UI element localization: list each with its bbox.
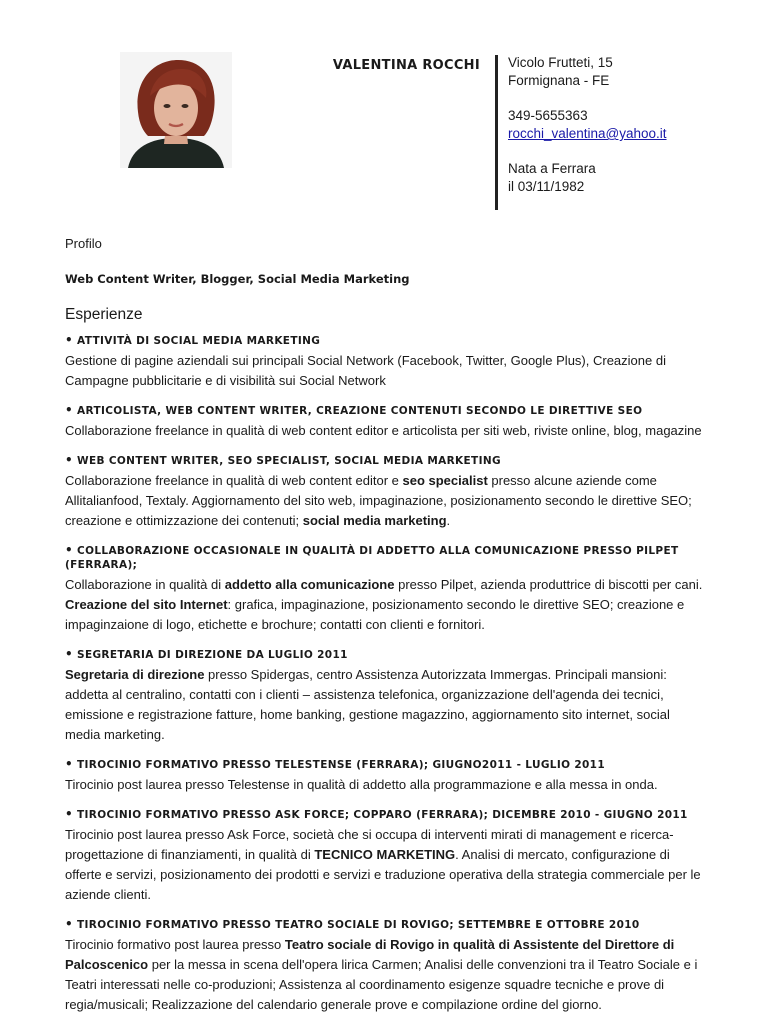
candidate-name: VALENTINA ROCCHI	[332, 58, 480, 73]
address-street: Vicolo Frutteti, 15	[508, 55, 613, 70]
experience-entry	[65, 453, 705, 531]
experience-heading: Esperienze	[65, 306, 143, 323]
profile-heading: Profilo	[65, 236, 102, 251]
entry-description: Tirocinio post laurea presso Ask Force, società che si occupa di interventi mirati di management e ricerca-progettazione di finanziamenti, in qualità di TECNICO MARKETING. Analisi di mercato, configurazione di offerte e servizi, posizionamento dei prodotti e servizi e traduzione operativa della strategia commerciale per le aziende clienti.	[65, 827, 701, 902]
entry-title: • TIROCINIO FORMATIVO PRESSO ASK FORCE; COPPARO (FERRARA); DICEMBRE 2010 - GIUGNO 2011	[65, 807, 688, 821]
experience-entry	[65, 917, 705, 1015]
email-link[interactable]: rocchi_valentina@yahoo.it	[508, 126, 667, 141]
header-divider	[495, 55, 498, 210]
profile-summary: Web Content Writer, Blogger, Social Media Marketing	[65, 272, 410, 286]
entry-title: • TIROCINIO FORMATIVO PRESSO TELESTENSE (FERRARA); GIUGNO2011 - LUGLIO 2011	[65, 757, 605, 771]
bullet-icon: •	[65, 403, 74, 417]
entry-title: • TIROCINIO FORMATIVO PRESSO TEATRO SOCIALE DI ROVIGO; SETTEMBRE E OTTOBRE 2010	[65, 917, 640, 931]
experience-entry	[65, 647, 705, 745]
bullet-icon: •	[65, 543, 74, 557]
entry-title: • ARTICOLISTA, WEB CONTENT WRITER, CREAZIONE CONTENUTI SECONDO LE DIRETTIVE SEO	[65, 403, 643, 417]
address-city: Formignana - FE	[508, 73, 610, 88]
birth-date: il 03/11/1982	[508, 179, 585, 194]
entry-description: Tirocinio formativo post laurea presso Teatro sociale di Rovigo in qualità di Assistente del Direttore di Palcoscenico per la messa in scena dell'opera lirica Carmen; Analisi delle convenzioni tra il Teatro Sociale e i Teatri interessati nelle co-produzioni; Assistenza al coordinamento esigenze squadre tecniche e prove di regia/musicali; Realizzazione del calendario generale prove e compilazione ordine del giorno.	[65, 937, 698, 1012]
entry-title: • COLLABORAZIONE OCCASIONALE IN QUALITÀ DI ADDETTO ALLA COMUNICAZIONE PRESSO PILPET (FERRARA);	[65, 543, 679, 571]
experience-entry	[65, 543, 705, 635]
bullet-icon: •	[65, 917, 74, 931]
experience-entry	[65, 807, 705, 905]
birth-place: Nata a Ferrara	[508, 161, 596, 176]
bullet-icon: •	[65, 453, 74, 467]
bullet-icon: •	[65, 757, 74, 771]
entry-title: • WEB CONTENT WRITER, SEO SPECIALIST, SOCIAL MEDIA MARKETING	[65, 453, 501, 467]
contact-block	[508, 54, 667, 196]
entry-description: Tirocinio post laurea presso Telestense in qualità di addetto alla programmazione e alla messa in onda.	[65, 777, 658, 792]
entry-title: • SEGRETARIA DI DIREZIONE DA LUGLIO 2011	[65, 647, 348, 661]
experience-list	[65, 333, 705, 1027]
entry-description: Collaborazione freelance in qualità di web content editor e articolista per siti web, riviste online, blog, magazine	[65, 423, 702, 438]
bullet-icon: •	[65, 647, 74, 661]
entry-description: Segretaria di direzione presso Spidergas, centro Assistenza Autorizzata Immergas. Principali mansioni: addetta al centralino, contatti con i clienti – assistenza telefonica, organizzazione dell'agenda dei tecnici, emissione e registrazione fatture, home banking, gestione magazzino, aggiornamento sito internet, social media marketing.	[65, 667, 670, 742]
entry-description: Collaborazione in qualità di addetto alla comunicazione presso Pilpet, azienda produttrice di biscotti per cani. Creazione del sito Internet: grafica, impaginazione, posizionamento secondo le direttive SEO; creazione e impaginzaione di logo, etichette e brochure; contatti con clienti e fornitori.	[65, 577, 703, 632]
phone-number: 349-5655363	[508, 108, 588, 123]
experience-entry	[65, 403, 705, 441]
entry-description: Collaborazione freelance in qualità di web content editor e seo specialist presso alcune aziende come Allitalianfood, Textaly. Aggiornamento del sito web, impaginazione, posizionamento secondo le direttive SEO; creazione e ottimizzazione dei contenuti; social media marketing.	[65, 473, 692, 528]
experience-entry	[65, 333, 705, 391]
entry-description: Gestione di pagine aziendali sui principali Social Network (Facebook, Twitter, Google Plus), Creazione di Campagne pubblicitarie e di visibilità sui Social Network	[65, 353, 666, 388]
bullet-icon: •	[65, 333, 74, 347]
entry-title: • ATTIVITÀ DI SOCIAL MEDIA MARKETING	[65, 333, 321, 347]
experience-entry	[65, 757, 705, 795]
bullet-icon: •	[65, 807, 74, 821]
profile-photo	[120, 52, 232, 168]
